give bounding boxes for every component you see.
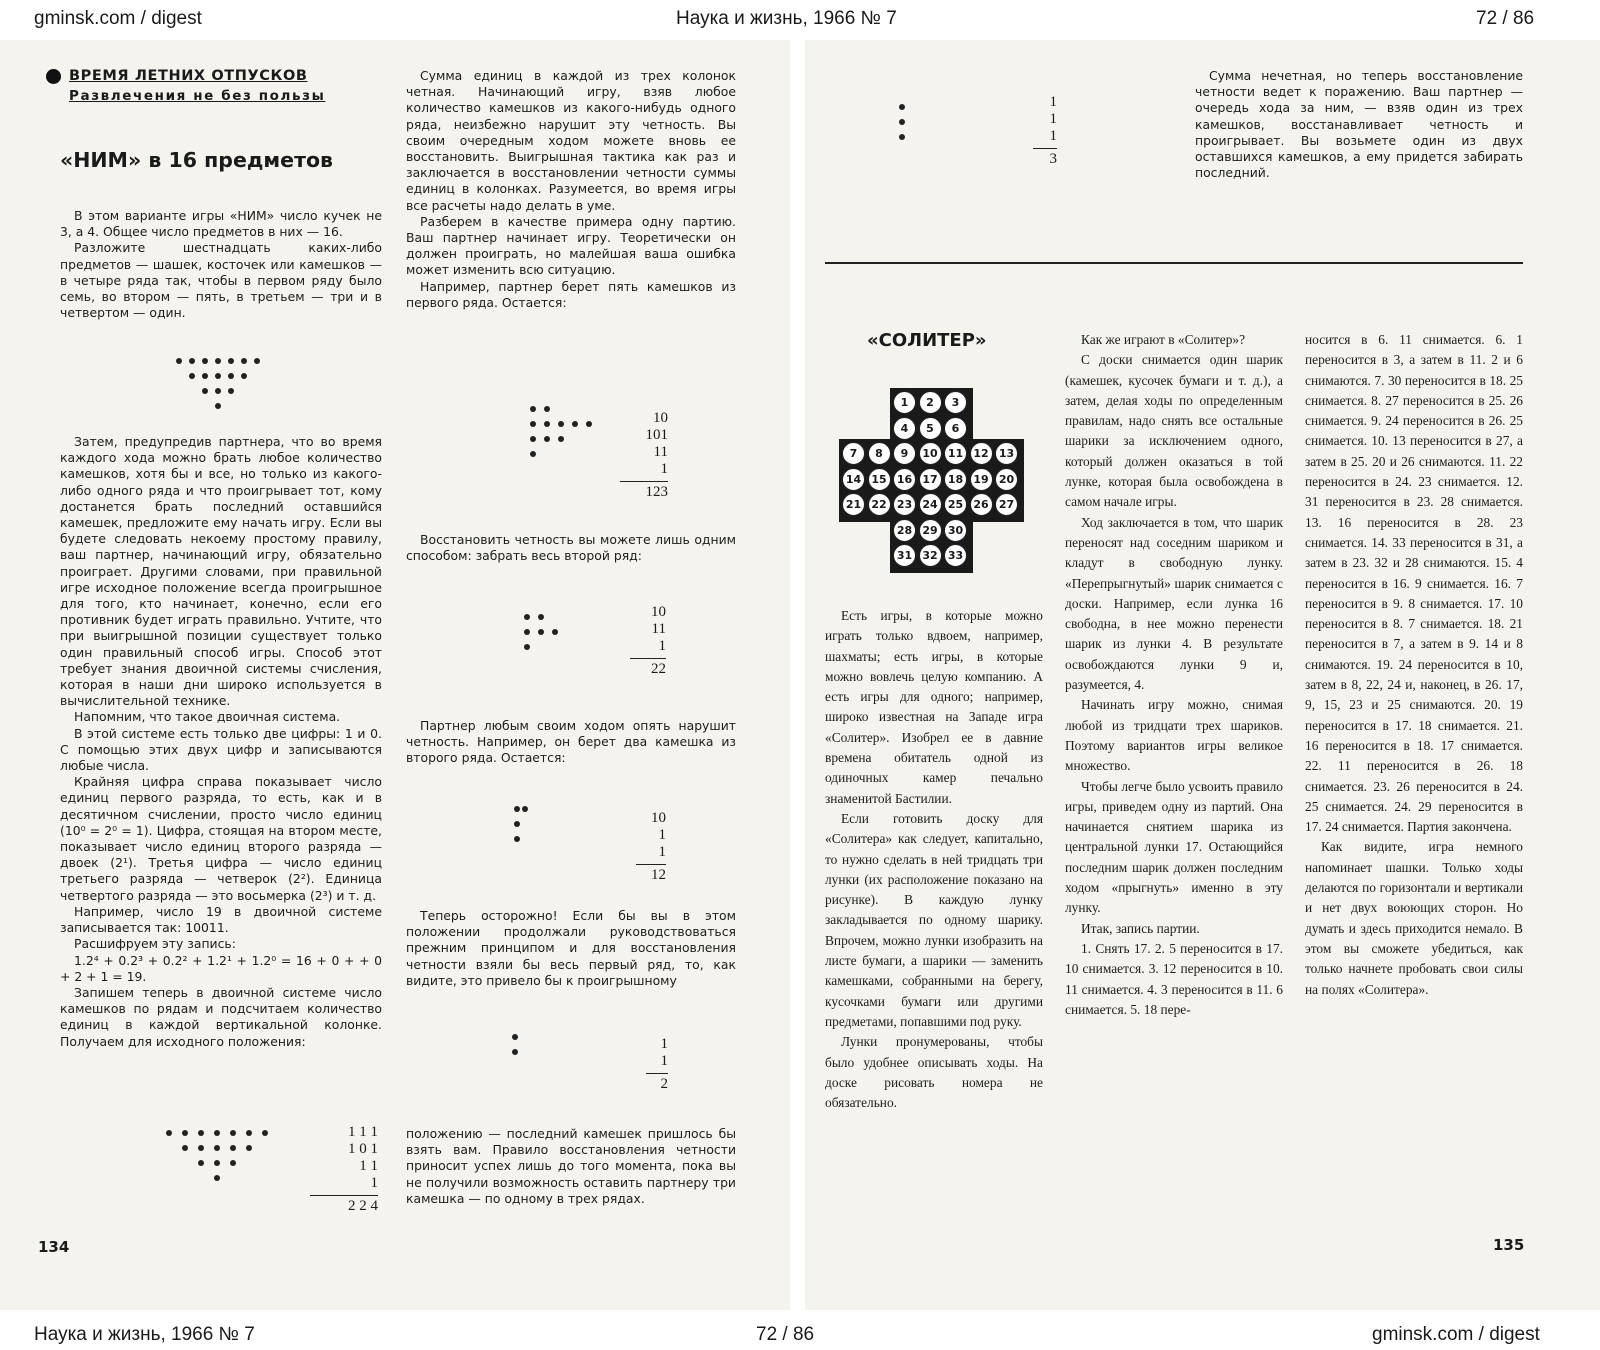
stone-dot xyxy=(214,1175,220,1181)
board-hole: 14 xyxy=(842,468,865,491)
stone-dot xyxy=(524,629,530,635)
board-hole: 13 xyxy=(995,442,1018,465)
stone-dot xyxy=(202,358,208,364)
table-sum: 2 xyxy=(646,1073,668,1093)
footer-title: Наука и жизнь, 1966 № 7 xyxy=(34,1324,255,1345)
stone-dot xyxy=(544,421,550,427)
stone-dot xyxy=(246,1145,252,1151)
board-hole: 25 xyxy=(944,493,967,516)
binary-table-start xyxy=(310,1124,378,1215)
right-colB xyxy=(1065,330,1283,1020)
left-col2-e xyxy=(406,1126,736,1207)
board-hole: 2 xyxy=(919,391,942,414)
paragraph: Как видите, игра немного напоминает шашки. Только ходы делаются по горизонтали и вертикали и нет двух воюющих сторон. Но думать и здесь приходится немало. В этом вы сможете убедиться, как только начнете пробовать свои силы на полях «Солитера». xyxy=(1305,839,1523,997)
binary-table-1 xyxy=(620,410,668,501)
table-sum: 22 xyxy=(630,658,666,678)
header-site: gminsk.com / digest xyxy=(34,8,202,29)
left-col2-b xyxy=(406,532,736,564)
paragraph: В этом варианте игры «НИМ» число кучек не 3, а 4. Общее число предметов в них — 16. xyxy=(60,208,382,240)
left-col1-a xyxy=(60,208,382,321)
table-row: 10 xyxy=(651,810,666,826)
solitaire-title: «СОЛИТЕР» xyxy=(867,330,987,351)
paragraph: Лунки пронумерованы, чтобы было удобнее описывать ходы. На доске рисовать номера не обязательно. xyxy=(825,1034,1043,1111)
table-row: 1 1 xyxy=(359,1158,378,1174)
board-hole: 11 xyxy=(944,442,967,465)
table-sum: 12 xyxy=(636,864,666,884)
board-hole: 23 xyxy=(893,493,916,516)
footer-page-counter: 72 / 86 xyxy=(756,1324,815,1345)
board-hole: 7 xyxy=(842,442,865,465)
stone-dot xyxy=(522,806,528,812)
stone-dot xyxy=(230,1160,236,1166)
paragraph: Если готовить доску для «Солитера» как следует, капитально, то нужно сделать в ней тридцать три лунки (их расположение показано на рисунке). В каждую лунку закладывается по одному шарику. Впрочем, можно лунки изобразить на листе бумаги, а шарики — заменить камешками, собранными на берегу, кусочками бумаги или другими предметами, попавшими под руку. xyxy=(825,810,1043,1029)
table-row: 1 xyxy=(660,461,668,477)
stone-dot xyxy=(524,614,530,620)
paragraph: Как же играют в «Солитер»? xyxy=(1081,332,1246,347)
header-title: Наука и жизнь, 1966 № 7 xyxy=(676,8,897,29)
table-row: 10 xyxy=(653,410,668,426)
paragraph: Начинать игру можно, снимая любой из тридцати трех шариков. Поэтому вариантов игры великое множество. xyxy=(1065,697,1283,774)
board-hole: 3 xyxy=(944,391,967,414)
paragraph: 1. Снять 17. 2. 5 переносится в 17. 10 снимается. 3. 12 переносится в 10. 11 снимается. 4. 3 переносится в 11. 6 снимается. 5. 18 пере- xyxy=(1065,940,1283,1017)
solitaire-board xyxy=(839,388,1049,598)
stone-dot xyxy=(166,1130,172,1136)
board-hole: 4 xyxy=(893,417,916,440)
table-row: 1 xyxy=(660,1036,668,1052)
stone-dot xyxy=(182,1130,188,1136)
stone-dot xyxy=(544,406,550,412)
stone-dot xyxy=(202,373,208,379)
board-hole: 8 xyxy=(868,442,891,465)
binary-table-3 xyxy=(636,810,666,884)
stone-dot xyxy=(544,436,550,442)
board-hole: 15 xyxy=(868,468,891,491)
stone-dot xyxy=(899,119,905,125)
paragraph: Теперь осторожно! Если бы вы в этом положении продолжали руководствоваться прежним принципом и для восстановления четности взяли бы весь первый ряд, то, как видите, это привело бы к проигрышному xyxy=(406,908,736,988)
paragraph: Итак, запись партии. xyxy=(1081,920,1200,936)
paragraph: Затем, предупредив партнера, что во время каждого хода можно брать любое количество камешков, хотя бы и все, но только из какого-либо одного ряда и что проигрывает тот, кому достанется брать последний оставшийся камешек, предложите ему начать игру. Если вы будете следовать некоему простому правилу, ваш партнер, начинающий игру, обязательно проиграет. Другими словами, при правильной игре исходное положение всегда проигрышное для того, кто начинает, конечно, если его противник будет играть правильно. Учтите, что при выигрышной позиции существует только один правильный способ игры. Способ этот требует знания двоичной системы счисления, которая в наши дни широко используется в вычислительной технике. xyxy=(60,434,382,709)
paragraph: Сумма нечетная, но теперь восстановление четности ведет к поражению. Ваш партнер — очередь хода за ним, — взяв один из трех камешков, восстанавливает четность и проигрывает. Вы возьмете один из двух оставшихся камешков, а ему придется забирать последний. xyxy=(1195,68,1523,181)
table-row: 1 xyxy=(370,1175,378,1191)
page-number: 134 xyxy=(38,1238,70,1256)
subrubric: Развлечения не без пользы xyxy=(69,88,326,104)
stone-dot xyxy=(514,836,520,842)
board-hole: 10 xyxy=(919,442,942,465)
stone-dot xyxy=(214,1145,220,1151)
stone-dot xyxy=(572,421,578,427)
stone-dot xyxy=(228,373,234,379)
board-hole: 17 xyxy=(919,468,942,491)
right-page xyxy=(805,40,1600,1310)
stone-dot xyxy=(530,406,536,412)
stone-dot xyxy=(514,821,520,827)
table-row: 11 xyxy=(653,444,668,460)
article-title: «НИМ» в 16 предметов xyxy=(60,148,334,172)
paragraph: Восстановить четность вы можете лишь одним способом: забрать весь второй ряд: xyxy=(406,532,736,564)
table-row: 1 1 1 xyxy=(348,1124,378,1140)
stone-dot xyxy=(215,388,221,394)
paragraph: Есть игры, в которые можно играть только вдвоем, например, шахматы; есть игры, в которые можно вовлечь целую компанию. А есть игры для одного; например, широко известная на Западе игра «Солитер». Изобрел ее в давние времена обитатель одной из одиночных камер печально знаменитой Бастилии. xyxy=(825,608,1043,806)
stone-dot xyxy=(182,1145,188,1151)
stone-dot xyxy=(189,373,195,379)
stone-dot xyxy=(198,1160,204,1166)
paragraph: Разложите шестнадцать каких-либо предметов — шашек, косточек или камешков — в четыре ряда так, чтобы в первом ряду было семь, во втором — пять, в третьем — три и в четвертом — один. xyxy=(60,240,382,321)
paragraph: носится в 6. 11 снимается. 6. 1 переносится в 3, а затем в 11. 2 и 6 снимаются. 7. 30 переносится в 18. 25 снимается. 8. 27 переносится в 25. 26 снимается. 9. 24 переносится в 26. 25 снимается. 10. 13 переносится в 27, а затем в 25. 20 и 26 снимаются. 11. 22 переносится в 24. 23 снимается. 12. 31 переносится в 23. 28 снимается. 13. 16 переносится в 28. 23 снимается. 14. 33 переносится в 31, а затем в 23. 32 и 28 снимаются. 15. 4 переносится в 16. 9 снимается. 16. 7 переносится в 9. 8 снимается. 17. 10 переносится в 8. 7 снимается. 18. 21 переносится в 7, а затем в 9. 14 и 8 снимаются. 19. 24 переносится в 10, затем в 8, 22, 24 и, наконец, в 26. 17, 9, 15, 23 и 25 снимаются. 20. 19 переносится в 17. 18 снимается. 21. 16 переносится в 18. 17 снимается. 22. 11 переносится в 26. 18 снимается. 23. 26 переносится в 24. 25 снимается. 24. 29 переносится в 17. 24 снимается. Партия закончена. xyxy=(1305,332,1523,835)
stone-dot xyxy=(202,388,208,394)
stone-dot xyxy=(241,373,247,379)
paragraph: положению — последний камешек пришлось бы взять вам. Правило восстановления четности приносит успех лишь до того момента, пока вы не получили возможность оставить партнеру три камешка — по одному в трех рядах. xyxy=(406,1126,736,1206)
board-hole: 1 xyxy=(893,391,916,414)
paragraph: Ход заключается в том, что шарик переносят над соседним шариком и кладут в свободную лунку. «Перепрыгнутый» шарик снимается с доски. Например, если лунка 16 свободна, в нее можно перенести шарик из лунки 4. В результате освобождаются лунки 9 и, разумеется, 4. xyxy=(1065,514,1283,693)
stone-dot xyxy=(228,358,234,364)
stone-dot xyxy=(176,358,182,364)
paragraph: В этой системе есть только две цифры: 1 и 0. С помощью этих двух цифр и записываются любые числа. xyxy=(60,725,382,774)
rubric: ВРЕМЯ ЛЕТНИХ ОТПУСКОВ xyxy=(69,68,308,84)
stone-dot xyxy=(524,644,530,650)
stone-dot xyxy=(215,373,221,379)
board-hole: 27 xyxy=(995,493,1018,516)
paragraph: С доски снимается один шарик (камешек, кусочек бумаги и т. д.), а затем, делая ходы по определенным правилам, надо снять все остальные шарики за исключением одного, который должен оказаться в той лунке, которая была освобождена в самом начале игры. xyxy=(1065,352,1283,510)
stone-dot xyxy=(530,451,536,457)
stone-dot xyxy=(558,436,564,442)
board-hole: 32 xyxy=(919,544,942,567)
paragraph: Чтобы легче было усвоить правило игры, приведем одну из партий. Она начинается снятием шарика из центральной лунки 17. Остающийся последним шарик должен последним ходом «прыгнуть» именно в эту лунку. xyxy=(1065,778,1283,916)
table-row: 1 xyxy=(1049,128,1057,144)
page-number: 135 xyxy=(1493,1236,1525,1254)
table-row: 1 xyxy=(660,1053,668,1069)
header-page-counter: 72 / 86 xyxy=(1476,8,1535,29)
board-hole: 16 xyxy=(893,468,916,491)
board-hole: 21 xyxy=(842,493,865,516)
binary-table-5 xyxy=(1033,94,1057,168)
table-sum: 3 xyxy=(1033,148,1057,168)
paragraph: Расшифруем эту запись: xyxy=(74,936,236,952)
paragraph: Разберем в качестве примера одну партию. Ваш партнер начинает игру. Теоретически он должен проиграть, но малейшая ваша ошибка может изменить всю ситуацию. xyxy=(406,213,736,278)
board-hole: 26 xyxy=(970,493,993,516)
stone-dot xyxy=(538,629,544,635)
board-hole: 5 xyxy=(919,417,942,440)
table-row: 1 xyxy=(658,827,666,843)
table-row: 11 xyxy=(651,621,666,637)
table-row: 1 xyxy=(658,844,666,860)
stone-dot xyxy=(558,421,564,427)
stone-dot xyxy=(189,358,195,364)
table-sum: 2 2 4 xyxy=(310,1195,378,1215)
left-col2-a xyxy=(406,68,736,311)
board-hole: 19 xyxy=(970,468,993,491)
stone-dot xyxy=(214,1160,220,1166)
board-hole: 30 xyxy=(944,519,967,542)
table-row: 1 xyxy=(1049,111,1057,127)
stone-dot xyxy=(198,1145,204,1151)
board-hole: 22 xyxy=(868,493,891,516)
stone-dot xyxy=(552,629,558,635)
table-row: 10 xyxy=(651,604,666,620)
stone-dot xyxy=(215,358,221,364)
stone-dot xyxy=(586,421,592,427)
stone-dot xyxy=(899,134,905,140)
board-hole: 29 xyxy=(919,519,942,542)
stone-dot xyxy=(198,1130,204,1136)
board-hole: 24 xyxy=(919,493,942,516)
table-row: 1 xyxy=(658,638,666,654)
right-top-text xyxy=(1195,68,1523,181)
board-hole: 33 xyxy=(944,544,967,567)
left-page xyxy=(0,40,790,1310)
table-sum: 123 xyxy=(620,481,668,501)
paragraph: Напомним, что такое двоичная система. xyxy=(74,709,341,725)
paragraph: Например, партнер берет пять камешков из первого ряда. Остается: xyxy=(406,278,736,310)
stone-dot xyxy=(530,436,536,442)
board-hole: 20 xyxy=(995,468,1018,491)
stone-dot xyxy=(530,421,536,427)
right-colA xyxy=(825,606,1043,1113)
stone-dot xyxy=(230,1130,236,1136)
bullet-icon xyxy=(46,69,61,84)
left-col2-d xyxy=(406,908,736,989)
footer-site: gminsk.com / digest xyxy=(1372,1324,1540,1345)
board-hole: 6 xyxy=(944,417,967,440)
binary-table-2 xyxy=(630,604,666,678)
board-hole: 9 xyxy=(893,442,916,465)
stone-dot xyxy=(512,1049,518,1055)
left-col1-b xyxy=(60,434,382,1050)
board-hole: 12 xyxy=(970,442,993,465)
board-hole: 28 xyxy=(893,519,916,542)
paragraph: Сумма единиц в каждой из трех колонок четная. Начинающий игру, взяв любое количество камешков из какого-нибудь одного ряда, неизбежно нарушит эту четность. Вы своим очередным ходом можете вновь ее восстановить. Выигрышная тактика как раз и заключается в восстановлении четности суммы единиц в колонках. Разумеется, во время игры все расчеты надо делать в уме. xyxy=(406,68,736,213)
paragraph: Например, число 19 в двоичной системе записывается так: 10011. xyxy=(60,903,382,936)
stone-dot xyxy=(246,1130,252,1136)
right-colC xyxy=(1305,330,1523,1000)
rubric-block xyxy=(46,68,325,104)
section-divider xyxy=(825,262,1523,264)
stone-dot xyxy=(241,358,247,364)
stone-dot xyxy=(514,806,520,812)
left-col2-c xyxy=(406,718,736,767)
paragraph: Партнер любым своим ходом опять нарушит четность. Например, он берет два камешка из второго ряда. Остается: xyxy=(406,718,736,766)
stone-dot xyxy=(228,388,234,394)
stone-dot xyxy=(254,358,260,364)
binary-table-4 xyxy=(646,1036,668,1093)
table-row: 1 0 1 xyxy=(348,1141,378,1157)
stone-dot xyxy=(214,1130,220,1136)
stone-dot xyxy=(538,614,544,620)
board-hole: 18 xyxy=(944,468,967,491)
paragraph: Крайняя цифра справа показывает число единиц первого разряда, то есть, как и в десятичном счислении, просто число единиц (10⁰ = 2⁰ = 1). Цифра, стоящая на втором месте, показывает число единиц второго разряда — двоек (2¹). Третья цифра — число единиц третьего разряда — четверок (2²). Единица четвертого разряда — это восьмерка (2³) и т. д. xyxy=(60,774,382,903)
board-hole: 31 xyxy=(893,544,916,567)
stone-dot xyxy=(262,1130,268,1136)
stone-dot xyxy=(512,1034,518,1040)
table-row: 101 xyxy=(645,427,668,443)
stone-dot xyxy=(230,1145,236,1151)
formula: 1.2⁴ + 0.2³ + 0.2² + 1.2¹ + 1.2⁰ = 16 + 0 + + 0 + 2 + 1 = 19. xyxy=(60,952,382,984)
stone-dot xyxy=(899,104,905,110)
stone-dot xyxy=(215,403,221,409)
paragraph: Запишем теперь в двоичной системе число камешков по рядам и подсчитаем количество единиц в каждой вертикальной колонке. Получаем для исходного положения: xyxy=(60,984,382,1049)
table-row: 1 xyxy=(1049,94,1057,110)
